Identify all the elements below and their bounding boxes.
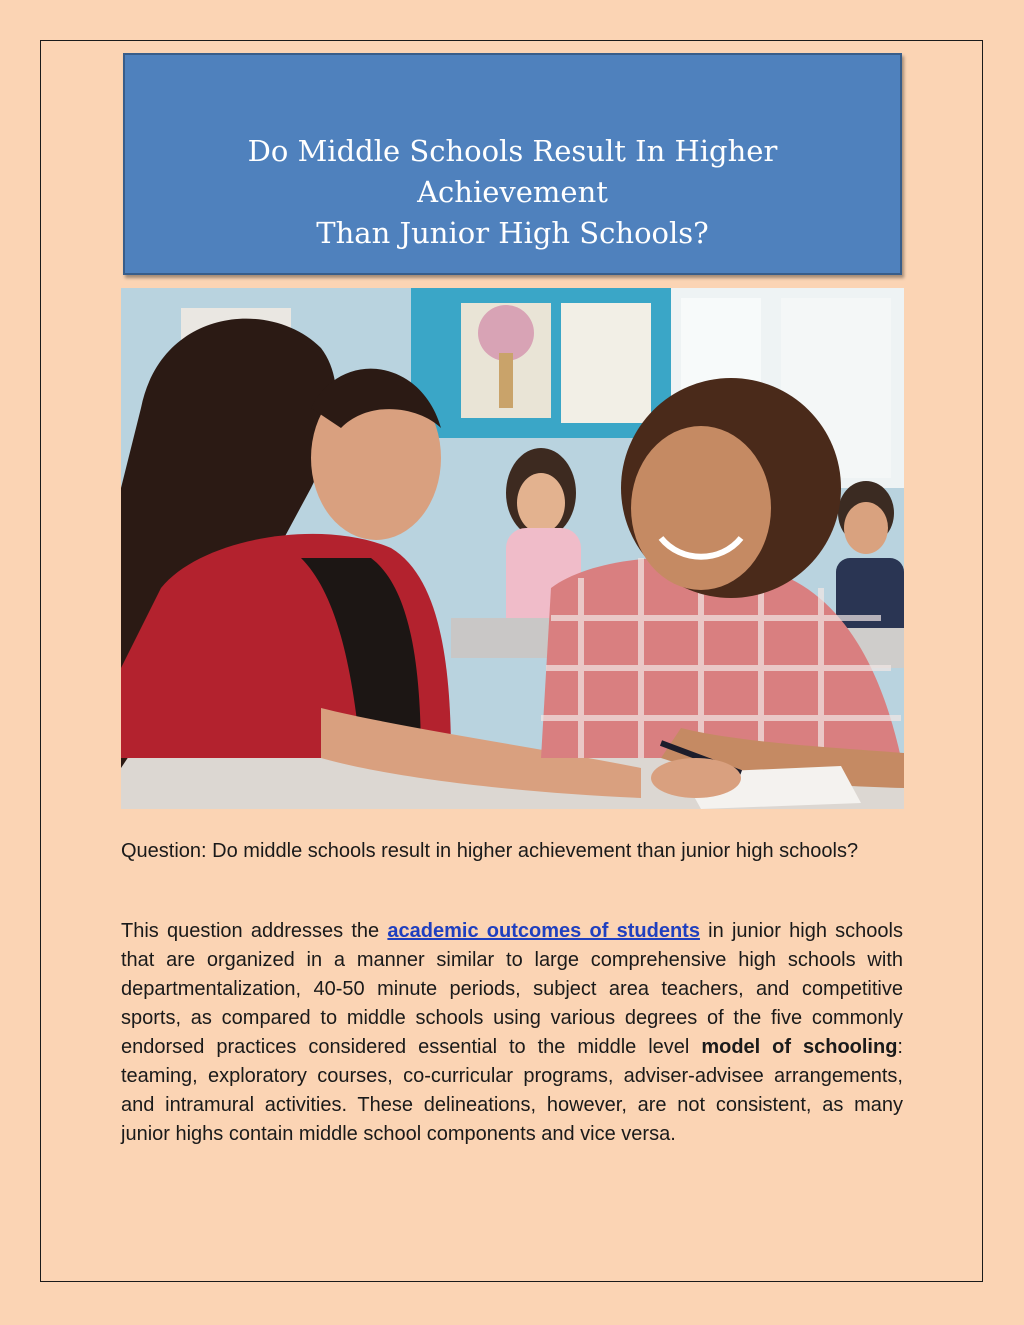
body-text [121, 917, 903, 1149]
body-paragraph [121, 917, 903, 1149]
title-line-2: Than Junior High Schools? [316, 216, 709, 250]
classroom-photo [121, 288, 904, 809]
page-title [125, 131, 900, 254]
title-banner [123, 53, 902, 275]
classroom-photo-icon [121, 288, 904, 809]
body-text-part-1: This question addresses the [121, 920, 388, 942]
title-line-1: Do Middle Schools Result In Higher Achievement [247, 134, 778, 209]
body-text-part-3: : teaming, exploratory courses, co-curricular programs, adviser-advisee arrangements, and intramural activities. These delineations, however, are not consistent, as many junior highs contain middle school components and vice versa. [121, 1036, 903, 1145]
question-paragraph [121, 837, 903, 866]
academic-outcomes-link[interactable]: academic outcomes of students [387, 920, 700, 942]
body-text-part-2: in junior high schools that are organized in a manner similar to large comprehensive high schools with departmentalization, 40-50 minute periods, subject area teachers, and competitive sports, as compared to middle schools using various degrees of the five commonly endorsed practices considered essential to the middle level [121, 920, 903, 1058]
model-of-schooling-term: model of schooling [701, 1036, 898, 1058]
question-text: Question: Do middle schools result in higher achievement than junior high schools? [121, 840, 859, 862]
